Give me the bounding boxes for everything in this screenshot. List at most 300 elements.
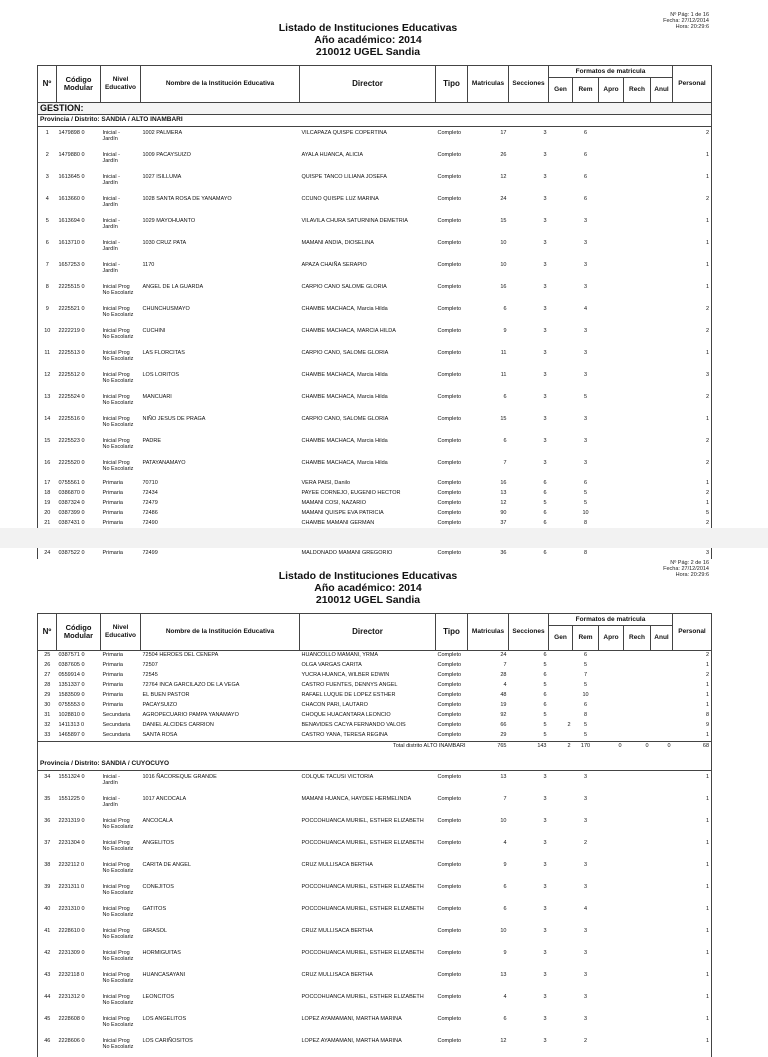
cell-gen [549, 259, 573, 281]
cell-matriculas: 19 [468, 701, 509, 711]
table-row [38, 435, 712, 457]
cell-secciones: 3 [509, 837, 549, 859]
cell-anul [651, 457, 673, 479]
table-row [38, 237, 712, 259]
cell-nombre: ANCOCALA [141, 815, 300, 837]
cell-gen: 2 [549, 721, 573, 731]
cell-director: YUCRA HUANCA, WILBER EDWIN [300, 671, 436, 681]
cell-anul [651, 237, 673, 259]
cell-codigo: 1465897 0 [57, 731, 101, 742]
cell-apro [599, 691, 624, 701]
cell-director: LOPEZ AYAMAMANI, MARTHA MARINA [300, 1035, 436, 1057]
cell-codigo: 1351337 0 [57, 681, 101, 691]
cell-gen [549, 127, 573, 150]
cell-gen [549, 193, 573, 215]
table-row [38, 721, 712, 731]
cell-apro [599, 435, 624, 457]
total-secciones: 143 [509, 742, 549, 754]
nivel-line2: Jardín [103, 268, 139, 274]
cell-tipo: Completo [436, 149, 468, 171]
cell-matriculas: 28 [468, 671, 509, 681]
cell-tipo: Completo [436, 489, 468, 499]
cell-rem: 10 [573, 509, 599, 519]
cell-tipo: Completo [436, 127, 468, 150]
cell-anul [651, 731, 673, 742]
print-time: Hora: 20:29:6 [663, 572, 709, 578]
col-header-personal: Personal [673, 66, 712, 103]
cell-nombre: GATITOS [141, 903, 300, 925]
cell-n: 44 [38, 991, 57, 1013]
cell-matriculas: 6 [468, 903, 509, 925]
cell-n: 27 [38, 671, 57, 681]
nivel-line1: Inicial Prog [103, 460, 139, 466]
cell-rem: 3 [573, 793, 599, 815]
cell-tipo: Completo [436, 681, 468, 691]
cell-secciones: 5 [509, 499, 549, 509]
cell-secciones: 5 [509, 731, 549, 742]
cell-nivel [101, 881, 141, 903]
col-header-nombre: Nombre de la Institución Educativa [141, 66, 300, 103]
nivel-line1: Inicial Prog [103, 438, 139, 444]
cell-rech [624, 947, 651, 969]
col-header-rem: Rem [573, 78, 599, 103]
cell-nombre: 72486 [141, 509, 300, 519]
cell-director: POCCOHUANCA MURIEL, ESTHER ELIZABETH [300, 947, 436, 969]
cell-n: 7 [38, 259, 57, 281]
cell-rech [624, 435, 651, 457]
table-row [38, 259, 712, 281]
cell-nivel [101, 509, 141, 519]
cell-director: VERA PAISI, Danilo [300, 479, 436, 489]
cell-secciones: 3 [509, 457, 549, 479]
cell-n: 17 [38, 479, 57, 489]
table-row [38, 671, 712, 681]
cell-rem: 5 [573, 391, 599, 413]
header-row-top [38, 614, 712, 626]
cell-rech [624, 479, 651, 489]
cell-n: 31 [38, 711, 57, 721]
report-title [200, 570, 536, 606]
cell-apro [599, 661, 624, 671]
col-header-anul: Anul [651, 626, 673, 651]
cell-codigo: 2222219 0 [57, 325, 101, 347]
cell-rech [624, 413, 651, 435]
cell-personal: 3 [673, 369, 712, 391]
table-row [38, 711, 712, 721]
nivel-line1: Inicial Prog [103, 906, 139, 912]
cell-nombre: 1028 SANTA ROSA DE YANAMAYO [141, 193, 300, 215]
cell-secciones: 3 [509, 259, 549, 281]
col-header-rem: Rem [573, 626, 599, 651]
cell-apro [599, 215, 624, 237]
cell-n: 16 [38, 457, 57, 479]
nivel-line1: Primaria [103, 520, 139, 526]
table-row [38, 325, 712, 347]
cell-n: 10 [38, 325, 57, 347]
cell-nivel [101, 281, 141, 303]
cell-gen [549, 237, 573, 259]
cell-gen [549, 837, 573, 859]
cell-personal: 1 [673, 171, 712, 193]
cell-n: 38 [38, 859, 57, 881]
cell-nivel [101, 259, 141, 281]
cell-codigo: 1551225 0 [57, 793, 101, 815]
cell-codigo: 2225524 0 [57, 391, 101, 413]
cell-rem: 6 [573, 171, 599, 193]
nivel-line1: Inicial Prog [103, 284, 139, 290]
cell-n: 40 [38, 903, 57, 925]
cell-rem: 5 [573, 681, 599, 691]
cell-anul [651, 325, 673, 347]
cell-matriculas: 17 [468, 127, 509, 150]
cell-n: 18 [38, 489, 57, 499]
cell-secciones: 6 [509, 701, 549, 711]
col-header-formatos: Formatos de matricula [549, 614, 673, 626]
cell-rem: 6 [573, 651, 599, 662]
cell-nombre: LEONCITOS [141, 991, 300, 1013]
cell-personal: 2 [673, 435, 712, 457]
table-row [38, 489, 712, 499]
col-header-codigo: Código Modular [57, 614, 101, 651]
report-page-2 [0, 548, 768, 1024]
cell-codigo: 2225520 0 [57, 457, 101, 479]
cell-tipo: Completo [436, 903, 468, 925]
cell-apro [599, 489, 624, 499]
cell-gen [549, 691, 573, 701]
cell-nombre: CHUNCHUSMAYO [141, 303, 300, 325]
cell-anul [651, 489, 673, 499]
cell-nombre: CUCHINI [141, 325, 300, 347]
cell-rem: 3 [573, 237, 599, 259]
cell-gen [549, 815, 573, 837]
cell-personal: 2 [673, 651, 712, 662]
cell-nombre: HORMIGUITAS [141, 947, 300, 969]
cell-rech [624, 925, 651, 947]
cell-codigo: 2225523 0 [57, 435, 101, 457]
header-row-top [38, 66, 712, 78]
cell-n: 26 [38, 661, 57, 671]
cell-apro [599, 325, 624, 347]
cell-rech [624, 489, 651, 499]
cell-personal: 2 [673, 671, 712, 681]
cell-codigo: 2225521 0 [57, 303, 101, 325]
nivel-line2: No Escolariz [103, 312, 139, 318]
nivel-line2: No Escolariz [103, 890, 139, 896]
cell-tipo: Completo [436, 549, 468, 559]
cell-secciones: 6 [509, 549, 549, 559]
cell-rem: 3 [573, 369, 599, 391]
cell-rech [624, 347, 651, 369]
cell-nivel [101, 1035, 141, 1057]
nivel-line1: Inicial Prog [103, 328, 139, 334]
cell-rem: 3 [573, 859, 599, 881]
cell-anul [651, 991, 673, 1013]
cell-matriculas: 16 [468, 281, 509, 303]
cell-personal: 1 [673, 413, 712, 435]
cell-apro [599, 815, 624, 837]
cell-matriculas: 4 [468, 681, 509, 691]
cell-nombre: 70710 [141, 479, 300, 489]
cell-apro [599, 127, 624, 150]
col-header-formatos: Formatos de matricula [549, 66, 673, 78]
cell-codigo: 0387431 0 [57, 519, 101, 529]
cell-nombre: LAS FLORCITAS [141, 347, 300, 369]
cell-secciones: 3 [509, 947, 549, 969]
cell-tipo: Completo [436, 391, 468, 413]
cell-nombre: 72507 [141, 661, 300, 671]
cell-personal: 1 [673, 499, 712, 509]
cell-codigo: 0387399 0 [57, 509, 101, 519]
cell-gen [549, 925, 573, 947]
cell-nombre: 1030 CRUZ PATA [141, 237, 300, 259]
cell-rem: 2 [573, 837, 599, 859]
cell-rech [624, 771, 651, 794]
cell-rem: 3 [573, 435, 599, 457]
cell-rech [624, 837, 651, 859]
nivel-line1: Inicial Prog [103, 394, 139, 400]
cell-apro [599, 193, 624, 215]
nivel-line1: Inicial Prog [103, 372, 139, 378]
cell-codigo: 0387324 0 [57, 499, 101, 509]
cell-n: 4 [38, 193, 57, 215]
cell-nombre: 1029 MAYOHUANTO [141, 215, 300, 237]
cell-personal: 1 [673, 281, 712, 303]
cell-personal: 1 [673, 681, 712, 691]
cell-apro [599, 281, 624, 303]
cell-codigo: 2228608 0 [57, 1013, 101, 1035]
total-matriculas: 765 [468, 742, 509, 754]
cell-n: 46 [38, 1035, 57, 1057]
cell-codigo: 2231319 0 [57, 815, 101, 837]
cell-personal: 1 [673, 771, 712, 794]
table-row [38, 815, 712, 837]
cell-codigo: 1583509 0 [57, 691, 101, 701]
province-district-row [38, 759, 712, 771]
cell-secciones: 3 [509, 325, 549, 347]
cell-personal: 1 [673, 925, 712, 947]
cell-codigo: 0559914 0 [57, 671, 101, 681]
cell-codigo: 2231311 0 [57, 881, 101, 903]
cell-director: COLQUE TACUSI VICTORIA [300, 771, 436, 794]
cell-anul [651, 701, 673, 711]
table-row [38, 691, 712, 701]
table-row [38, 881, 712, 903]
cell-n: 24 [38, 549, 57, 559]
cell-n: 42 [38, 947, 57, 969]
nivel-line2: Jardín [103, 780, 139, 786]
cell-matriculas: 4 [468, 991, 509, 1013]
gestion-label: GESTION: [38, 103, 712, 115]
cell-nombre: CARITA DE ANGEL [141, 859, 300, 881]
cell-nombre: CONEJITOS [141, 881, 300, 903]
cell-n: 30 [38, 701, 57, 711]
cell-apro [599, 499, 624, 509]
cell-rech [624, 859, 651, 881]
cell-gen [549, 489, 573, 499]
cell-secciones: 6 [509, 489, 549, 499]
cell-apro [599, 881, 624, 903]
cell-matriculas: 92 [468, 711, 509, 721]
table-row [38, 479, 712, 489]
nivel-line2: No Escolariz [103, 1044, 139, 1050]
nivel-line1: Inicial - [103, 240, 139, 246]
cell-personal: 1 [673, 215, 712, 237]
cell-director: CHOQUE HUACANTARA LEONCIO [300, 711, 436, 721]
col-header-gen: Gen [549, 626, 573, 651]
cell-rem: 3 [573, 457, 599, 479]
cell-tipo: Completo [436, 413, 468, 435]
cell-matriculas: 13 [468, 969, 509, 991]
cell-n: 25 [38, 651, 57, 662]
cell-director: AYALA HUANCA, ALICIA [300, 149, 436, 171]
cell-gen [549, 509, 573, 519]
nivel-line1: Inicial Prog [103, 928, 139, 934]
cell-tipo: Completo [436, 969, 468, 991]
cell-tipo: Completo [436, 947, 468, 969]
cell-director: MAMANI COSI, NAZARIO [300, 499, 436, 509]
cell-matriculas: 13 [468, 771, 509, 794]
cell-n: 5 [38, 215, 57, 237]
nivel-line2: No Escolariz [103, 868, 139, 874]
cell-secciones: 3 [509, 281, 549, 303]
table-row [38, 499, 712, 509]
cell-gen [549, 731, 573, 742]
cell-rem: 8 [573, 549, 599, 559]
cell-secciones: 6 [509, 651, 549, 662]
cell-personal: 3 [673, 549, 712, 559]
cell-gen [549, 413, 573, 435]
cell-director: CARPIO CANO SALOME GLORIA [300, 281, 436, 303]
cell-nivel [101, 771, 141, 794]
gestion-row [38, 103, 712, 115]
cell-codigo: 0387571 0 [57, 651, 101, 662]
cell-director: CHAMBE MAMANI GERMAN [300, 519, 436, 529]
table-row [38, 947, 712, 969]
cell-personal: 2 [673, 391, 712, 413]
cell-personal: 2 [673, 303, 712, 325]
cell-matriculas: 4 [468, 837, 509, 859]
cell-matriculas: 26 [468, 149, 509, 171]
cell-director: POCCOHUANCA MURIEL, ESTHER ELIZABETH [300, 815, 436, 837]
cell-secciones: 3 [509, 991, 549, 1013]
nivel-line1: Primaria [103, 500, 139, 506]
cell-gen [549, 947, 573, 969]
cell-rech [624, 711, 651, 721]
cell-anul [651, 499, 673, 509]
cell-nombre: NIÑO JESUS DE PRAGA [141, 413, 300, 435]
cell-n: 33 [38, 731, 57, 742]
province-district-label: Provincia / Distrito: SANDIA / CUYOCUYO [38, 759, 712, 771]
cell-rech [624, 127, 651, 150]
cell-matriculas: 66 [468, 721, 509, 731]
cell-codigo: 1657253 0 [57, 259, 101, 281]
cell-anul [651, 1013, 673, 1035]
cell-rem: 4 [573, 903, 599, 925]
cell-n: 35 [38, 793, 57, 815]
cell-matriculas: 6 [468, 435, 509, 457]
nivel-line1: Inicial - [103, 152, 139, 158]
cell-rech [624, 1013, 651, 1035]
cell-n: 28 [38, 681, 57, 691]
cell-tipo: Completo [436, 519, 468, 529]
cell-personal: 2 [673, 193, 712, 215]
cell-rem: 3 [573, 947, 599, 969]
cell-tipo: Completo [436, 991, 468, 1013]
cell-matriculas: 9 [468, 947, 509, 969]
cell-gen [549, 969, 573, 991]
cell-secciones: 3 [509, 771, 549, 794]
cell-secciones: 3 [509, 303, 549, 325]
total-apro: 0 [599, 742, 624, 754]
cell-director: BENAVIDES CACYA FERNANDO VALOIS [300, 721, 436, 731]
cell-codigo: 0755561 0 [57, 479, 101, 489]
col-header-nivel: Nivel Educativo [101, 66, 141, 103]
table-row [38, 281, 712, 303]
cell-n: 13 [38, 391, 57, 413]
cell-rem: 6 [573, 127, 599, 150]
nivel-line2: No Escolariz [103, 934, 139, 940]
nivel-line2: No Escolariz [103, 912, 139, 918]
cell-anul [651, 947, 673, 969]
cell-n: 45 [38, 1013, 57, 1035]
col-header-matriculas: Matriculas [468, 66, 509, 103]
cell-codigo: 1028810 0 [57, 711, 101, 721]
cell-matriculas: 29 [468, 731, 509, 742]
cell-matriculas: 9 [468, 325, 509, 347]
cell-tipo: Completo [436, 303, 468, 325]
cell-n: 20 [38, 509, 57, 519]
cell-n: 37 [38, 837, 57, 859]
cell-secciones: 3 [509, 413, 549, 435]
cell-gen [549, 369, 573, 391]
cell-apro [599, 711, 624, 721]
cell-nombre: 1009 PACAYSUIZO [141, 149, 300, 171]
cell-rech [624, 509, 651, 519]
cell-apro [599, 731, 624, 742]
cell-director: CHAMBE MACHACA, Marcia Hilda [300, 369, 436, 391]
nivel-line1: Inicial Prog [103, 840, 139, 846]
cell-anul [651, 281, 673, 303]
cell-apro [599, 903, 624, 925]
nivel-line2: No Escolariz [103, 290, 139, 296]
table-header [38, 66, 712, 103]
cell-nombre: ANGEL DE LA GUARDA [141, 281, 300, 303]
table-row [38, 1013, 712, 1035]
nivel-line1: Primaria [103, 702, 139, 708]
cell-anul [651, 391, 673, 413]
cell-n: 32 [38, 721, 57, 731]
cell-rech [624, 681, 651, 691]
table-body [38, 651, 712, 1057]
cell-tipo: Completo [436, 347, 468, 369]
table-row [38, 391, 712, 413]
cell-matriculas: 48 [468, 691, 509, 701]
cell-nivel [101, 171, 141, 193]
cell-nivel [101, 731, 141, 742]
table-row [38, 903, 712, 925]
table-row [38, 369, 712, 391]
col-header-nivel: Nivel Educativo [101, 614, 141, 651]
cell-director: MAMANI ANDIA, DIOSELINA [300, 237, 436, 259]
cell-n: 36 [38, 815, 57, 837]
cell-matriculas: 6 [468, 881, 509, 903]
cell-gen [549, 303, 573, 325]
cell-nombre: 1002 PALMERA [141, 127, 300, 150]
cell-rech [624, 259, 651, 281]
cell-gen [549, 661, 573, 671]
cell-matriculas: 24 [468, 651, 509, 662]
report-page-1 [0, 0, 768, 528]
